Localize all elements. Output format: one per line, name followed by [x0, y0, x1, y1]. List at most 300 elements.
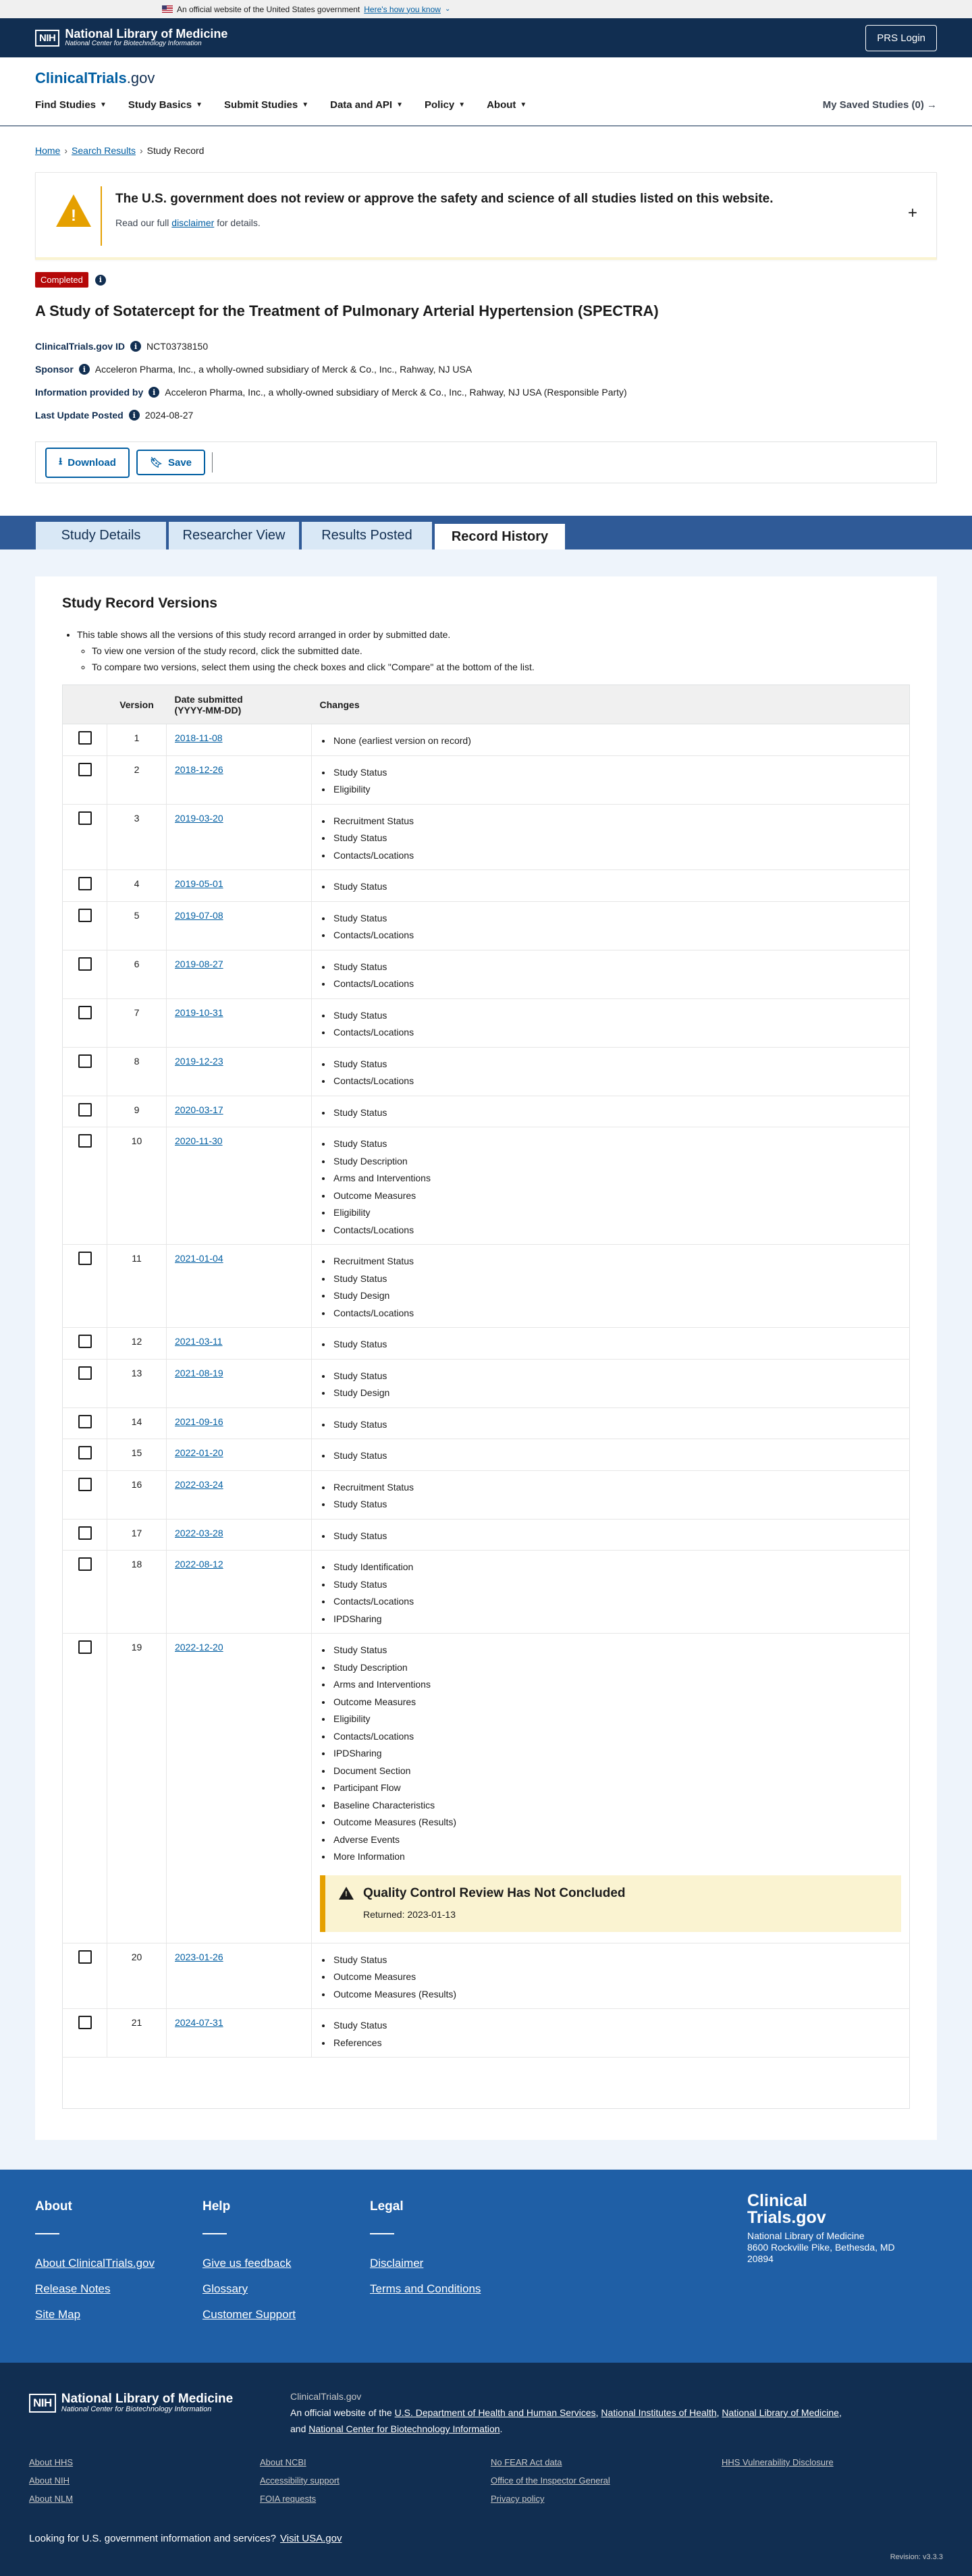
nlm-link[interactable]: National Library of Medicine: [722, 2407, 839, 2418]
date-cell: [167, 1047, 312, 1096]
table-row: [63, 1439, 910, 1471]
change-item: • Study Status: [332, 910, 901, 928]
changes-list: [320, 1559, 901, 1628]
breadcrumb-current: Study Record: [146, 145, 205, 156]
footer-about-heading: About: [35, 2199, 72, 2213]
footer-logo-line1: Clinical: [747, 2191, 807, 2210]
footer-link-release-notes[interactable]: Release Notes: [35, 2282, 111, 2295]
version-date-link[interactable]: 2019-03-20: [175, 812, 223, 824]
version-date-link[interactable]: 2024-07-31: [175, 2017, 223, 2028]
prs-login-button[interactable]: PRS Login: [865, 25, 937, 51]
address-line: 8600 Rockville Pike, Bethesda, MD: [747, 2242, 895, 2253]
download-label: Download: [68, 456, 116, 468]
version-date-link[interactable]: 2022-01-20: [175, 1447, 223, 1458]
footer-legal-heading: Legal: [370, 2199, 404, 2213]
version-checkbox[interactable]: [78, 909, 92, 922]
version-checkbox[interactable]: [78, 1335, 92, 1348]
usa-gov-link[interactable]: Visit USA.gov: [280, 2533, 342, 2544]
disclaimer-text-after: for details.: [217, 217, 261, 228]
table-header-row: [63, 685, 910, 724]
version-date-link[interactable]: 2020-11-30: [175, 1135, 223, 1146]
versions-instructions: [62, 626, 910, 675]
change-item: • Outcome Measures: [332, 1694, 901, 1711]
us-flag-icon: [162, 5, 173, 13]
nlm-subtitle: National Center for Biotechnology Information: [65, 40, 202, 47]
tab-results-posted[interactable]: Results Posted: [301, 521, 433, 549]
changes-cell: [312, 1551, 910, 1634]
date-cell: [167, 804, 312, 870]
changes-cell: [312, 950, 910, 998]
footer-nlm-subtitle: National Center for Biotechnology Information: [61, 2405, 212, 2413]
version-checkbox[interactable]: [78, 1950, 92, 1964]
change-item: • Arms and Interventions: [332, 1170, 901, 1187]
footer-link-customer-support[interactable]: Customer Support: [202, 2308, 296, 2321]
changes-list: [320, 910, 901, 944]
version-checkbox[interactable]: [78, 811, 92, 825]
change-item: • References: [332, 2035, 901, 2052]
empty-cell: [167, 2058, 312, 2109]
footer-divider: [202, 2233, 227, 2234]
table-row: [63, 870, 910, 902]
version-checkbox[interactable]: [78, 1006, 92, 1019]
table-row: [63, 1634, 910, 1943]
version-checkbox[interactable]: [78, 1134, 92, 1148]
chevron-right-icon: ›: [64, 145, 68, 156]
version-checkbox[interactable]: [78, 763, 92, 776]
tabs-band: [0, 516, 972, 549]
change-item: • Recruitment Status: [332, 1253, 901, 1270]
address-line: National Library of Medicine: [747, 2230, 865, 2241]
date-cell: [167, 1245, 312, 1328]
change-item: • Study Status: [332, 1576, 901, 1594]
version-checkbox[interactable]: [78, 1526, 92, 1540]
nav-find-studies[interactable]: [35, 99, 107, 111]
version-checkbox[interactable]: [78, 877, 92, 890]
version-number: 7: [107, 998, 167, 1047]
changes-column-header: Changes: [312, 685, 910, 724]
footer-legal-column: [370, 2199, 481, 2302]
nav-label: Data and API: [330, 99, 393, 111]
changes-list: [320, 1368, 901, 1402]
footer-official-line: An official website of the U.S. Department of Health and Human Services, National Institutes of Health, National Library of Medicine,: [290, 2407, 842, 2418]
version-checkbox[interactable]: [78, 731, 92, 745]
my-saved-studies-link[interactable]: [823, 99, 937, 111]
change-item: • Study Identification: [332, 1559, 901, 1576]
version-checkbox[interactable]: [78, 957, 92, 971]
change-item: • Study Status: [332, 1642, 901, 1659]
changes-list: [320, 1528, 901, 1545]
footer-link-about-nih[interactable]: About NIH: [29, 2475, 70, 2486]
tab-study-details[interactable]: Study Details: [35, 521, 167, 549]
qc-review-alert: [320, 1875, 901, 1932]
change-item: • Contacts/Locations: [332, 1305, 901, 1322]
breadcrumb: [0, 126, 972, 172]
date-cell: [167, 998, 312, 1047]
save-label: Save: [167, 456, 192, 468]
changes-list: [320, 2017, 901, 2051]
changes-cell: [312, 724, 910, 756]
tab-researcher-view[interactable]: Researcher View: [168, 521, 300, 549]
version-number: 19: [107, 1634, 167, 1943]
disclaimer-text-before: Read our full: [115, 217, 169, 228]
change-item: • Contacts/Locations: [332, 847, 901, 865]
select-cell: [63, 724, 107, 756]
version-date-link[interactable]: 2021-03-11: [175, 1336, 223, 1347]
version-checkbox[interactable]: [78, 1054, 92, 1068]
changes-cell: [312, 1245, 910, 1328]
clinicaltrials-logo[interactable]: [35, 70, 155, 87]
changes-list: [320, 1135, 901, 1239]
table-row: [63, 1245, 910, 1328]
table-row: [63, 755, 910, 804]
study-title: A Study of Sotatercept for the Treatment of Pulmonary Arterial Hypertension (SPECTRA): [35, 302, 659, 319]
footer-link-about-ncbi[interactable]: About NCBI: [260, 2457, 306, 2467]
table-row: [63, 1470, 910, 1519]
footer-nlm-logo[interactable]: [29, 2392, 233, 2413]
breadcrumb-search-results[interactable]: Search Results: [72, 145, 136, 156]
footer-link-accessibility[interactable]: Accessibility support: [260, 2475, 340, 2486]
version-checkbox[interactable]: [78, 1415, 92, 1428]
select-cell: [63, 1551, 107, 1634]
version-date-link[interactable]: 2019-08-27: [175, 958, 223, 969]
instruction-item: • This table shows all the versions of this study record arranged in order by submitted date.: [77, 626, 910, 643]
footer-link-disclaimer[interactable]: Disclaimer: [370, 2257, 424, 2270]
info-icon[interactable]: i: [129, 410, 140, 421]
changes-list: [320, 1447, 901, 1465]
changes-cell: [312, 1519, 910, 1551]
footer-ct-logo[interactable]: [747, 2193, 895, 2226]
table-row: [63, 1127, 910, 1245]
change-item: • Study Status: [332, 1528, 901, 1545]
footer-link-about-ct[interactable]: About ClinicalTrials.gov: [35, 2257, 155, 2270]
version-number: 14: [107, 1407, 167, 1439]
change-item: • Study Status: [332, 959, 901, 976]
download-button[interactable]: [45, 448, 130, 478]
saved-label: My Saved Studies (0): [822, 99, 924, 111]
version-date-link[interactable]: 2021-09-16: [175, 1416, 223, 1427]
select-cell: [63, 1519, 107, 1551]
version-checkbox[interactable]: [78, 1478, 92, 1491]
table-row: [63, 1551, 910, 1634]
version-date-link[interactable]: 2018-12-26: [175, 763, 223, 775]
footer-nlm-title: National Library of Medicine: [61, 2392, 234, 2406]
footer-official-text: [290, 2388, 938, 2437]
select-cell: [63, 1127, 107, 1245]
footer-link-terms[interactable]: Terms and Conditions: [370, 2282, 481, 2295]
breadcrumb-home[interactable]: Home: [35, 145, 61, 156]
version-number: 17: [107, 1519, 167, 1551]
table-row: [63, 804, 910, 870]
version-checkbox[interactable]: [78, 1366, 92, 1380]
gov-banner: [0, 0, 972, 18]
changes-cell: [312, 1470, 910, 1519]
nav-label: Find Studies: [35, 99, 96, 111]
date-cell: [167, 2009, 312, 2058]
version-number: 6: [107, 950, 167, 998]
disclaimer-text: [115, 217, 261, 228]
chevron-down-icon: ▼: [396, 101, 403, 109]
changes-list: [320, 1479, 901, 1513]
table-row: [63, 724, 910, 756]
nav-policy[interactable]: [425, 99, 465, 111]
footer-link-glossary[interactable]: Glossary: [202, 2282, 248, 2295]
qc-title: Quality Control Review Has Not Concluded: [363, 1885, 626, 1900]
select-cell: [63, 804, 107, 870]
main-nav: [35, 99, 526, 111]
change-item: • Study Status: [332, 1416, 901, 1434]
sponsor-label: Sponsor: [35, 364, 74, 375]
warning-exclamation: !: [71, 207, 76, 225]
select-cell: [63, 1245, 107, 1328]
changes-cell: [312, 1127, 910, 1245]
select-cell: [63, 1359, 107, 1407]
sponsor-value: Acceleron Pharma, Inc., a wholly-owned subsidiary of Merck & Co., Inc., Rahway, NJ USA: [94, 364, 473, 375]
version-date-link[interactable]: 2022-03-24: [175, 1478, 223, 1490]
version-checkbox[interactable]: [78, 1446, 92, 1459]
nav-data-and-api[interactable]: [330, 99, 403, 111]
footer-link-about-nlm[interactable]: About NLM: [29, 2494, 74, 2504]
version-date-link[interactable]: 2019-12-23: [175, 1055, 223, 1067]
info-icon[interactable]: i: [79, 364, 90, 375]
footer-about-column: [35, 2199, 155, 2328]
action-bar: [35, 441, 937, 483]
date-cell: [167, 724, 312, 756]
footer-link-foia[interactable]: FOIA requests: [260, 2494, 317, 2504]
table-row: [63, 1047, 910, 1096]
change-item: • IPDSharing: [332, 1611, 901, 1628]
version-date-link[interactable]: 2019-07-08: [175, 909, 223, 921]
version-checkbox[interactable]: [78, 1252, 92, 1265]
looking-for-info: [29, 2533, 342, 2544]
revision-label: Revision: v3.3.3: [890, 2553, 943, 2561]
footer-link-site-map[interactable]: Site Map: [35, 2308, 81, 2321]
changes-cell: [312, 901, 910, 950]
version-number: 8: [107, 1047, 167, 1096]
version-date-link[interactable]: 2019-05-01: [175, 878, 223, 889]
alert-divider: [101, 186, 102, 246]
change-item: • Eligibility: [332, 1204, 901, 1222]
version-number: 21: [107, 2009, 167, 2058]
info-icon[interactable]: i: [148, 387, 159, 398]
footer-link-privacy[interactable]: Privacy policy: [491, 2494, 545, 2504]
versions-table: [62, 685, 910, 2109]
nlm-logo[interactable]: [35, 28, 227, 48]
date-cell: [167, 1359, 312, 1407]
nav-submit-studies[interactable]: [224, 99, 308, 111]
change-item: • Study Description: [332, 1659, 901, 1677]
footer-help-column: [202, 2199, 296, 2328]
disclaimer-link[interactable]: disclaimer: [171, 217, 215, 228]
version-date-link[interactable]: 2021-08-19: [175, 1367, 223, 1378]
select-cell: [63, 1634, 107, 1943]
table-row: [63, 998, 910, 1047]
study-id-label: ClinicalTrials.gov ID: [35, 341, 126, 352]
footer-link-feedback[interactable]: Give us feedback: [202, 2257, 292, 2270]
version-number: 2: [107, 755, 167, 804]
change-item: • Study Design: [332, 1385, 901, 1402]
chevron-down-icon: ▼: [520, 101, 527, 109]
change-item: • Study Status: [332, 878, 901, 896]
last-update-value: 2024-08-27: [144, 410, 194, 421]
instruction-item: ◦ To view one version of the study record, click the submitted date.: [92, 643, 910, 659]
logo-suffix: .gov: [126, 70, 155, 86]
arrow-right-icon: →: [927, 99, 937, 111]
changes-list: [320, 1056, 901, 1090]
version-date-link[interactable]: 2022-08-12: [175, 1559, 223, 1569]
changes-list: [320, 878, 901, 896]
version-date-link[interactable]: 2022-12-20: [175, 1642, 223, 1653]
changes-list: [320, 1007, 901, 1042]
study-tabs: [35, 521, 566, 549]
footer-brand: [747, 2193, 895, 2265]
version-number: 16: [107, 1470, 167, 1519]
changes-list: [320, 764, 901, 799]
footer-link-no-fear[interactable]: No FEAR Act data: [491, 2457, 562, 2467]
footer-bottom: [0, 2363, 972, 2576]
version-date-link[interactable]: 2018-11-08: [175, 732, 223, 743]
change-item: • Study Status: [332, 830, 901, 847]
changes-cell: [312, 998, 910, 1047]
select-cell: [63, 1470, 107, 1519]
version-checkbox[interactable]: [78, 2016, 92, 2029]
disclaimer-alert: [35, 172, 937, 260]
select-cell: [63, 901, 107, 950]
footer-link-vulnerability[interactable]: HHS Vulnerability Disclosure: [722, 2457, 834, 2467]
nih-link[interactable]: National Institutes of Health: [601, 2407, 717, 2418]
change-item: • Baseline Characteristics: [332, 1797, 901, 1815]
changes-cell: [312, 1096, 910, 1127]
changes-list: [320, 959, 901, 993]
footer-divider: [35, 2233, 59, 2234]
version-number: 1: [107, 724, 167, 756]
changes-list: [320, 1104, 901, 1122]
footer-link-about-hhs[interactable]: About HHS: [29, 2457, 74, 2467]
info-provided-label: Information provided by: [35, 387, 144, 398]
footer-official-line-2: and National Center for Biotechnology Information.: [290, 2423, 503, 2434]
date-cell: [167, 1551, 312, 1634]
nih-logo-icon: NIH: [35, 30, 59, 47]
table-row: [63, 1407, 910, 1439]
version-date-link[interactable]: 2023-01-26: [175, 1951, 223, 1962]
changes-cell: [312, 755, 910, 804]
chevron-right-icon: ›: [139, 145, 143, 156]
date-cell: [167, 755, 312, 804]
select-cell: [63, 998, 107, 1047]
changes-cell: [312, 2009, 910, 2058]
changes-cell: [312, 1634, 910, 1943]
changes-list: [320, 813, 901, 865]
nlm-title: National Library of Medicine: [65, 27, 228, 41]
changes-list: [320, 1416, 901, 1434]
change-item: • Contacts/Locations: [332, 975, 901, 993]
change-item: • Study Status: [332, 1952, 901, 1969]
ncbi-link[interactable]: National Center for Biotechnology Information: [308, 2423, 500, 2434]
study-id-row: [35, 335, 937, 358]
date-cell: [167, 1127, 312, 1245]
change-item: • Study Design: [332, 1287, 901, 1305]
empty-cell: [63, 2058, 107, 2109]
tab-record-history[interactable]: Record History: [434, 521, 566, 549]
expand-plus-icon[interactable]: +: [907, 204, 917, 222]
version-checkbox[interactable]: [78, 1557, 92, 1571]
select-cell: [63, 950, 107, 998]
change-item: • Study Status: [332, 764, 901, 782]
change-item: • Study Status: [332, 1270, 901, 1288]
date-cell: [167, 950, 312, 998]
version-date-link[interactable]: 2019-10-31: [175, 1007, 223, 1018]
nav-about[interactable]: [487, 99, 526, 111]
version-date-link[interactable]: 2022-03-28: [175, 1527, 223, 1538]
chevron-down-icon: ▼: [302, 101, 309, 109]
qc-title-row: [339, 1886, 888, 1901]
chevron-down-icon: ▼: [100, 101, 107, 109]
chevron-down-icon: ⌄: [444, 5, 451, 13]
warning-icon: [339, 1887, 354, 1900]
footer-top: [0, 2170, 972, 2363]
change-item: • Eligibility: [332, 781, 901, 799]
select-cell: [63, 755, 107, 804]
empty-cell: [312, 2058, 910, 2109]
date-cell: [167, 1439, 312, 1471]
version-checkbox[interactable]: [78, 1640, 92, 1654]
and-text: and: [290, 2423, 306, 2434]
last-update-row: [35, 404, 937, 427]
heres-how-you-know-link[interactable]: Here's how you know: [364, 4, 441, 14]
changes-cell: [312, 1439, 910, 1471]
date-cell: [167, 1470, 312, 1519]
changes-list: [320, 1952, 901, 2004]
address-line: 20894: [747, 2253, 774, 2264]
nav-label: Policy: [425, 99, 455, 111]
version-number: 20: [107, 1943, 167, 2009]
table-empty-row: [63, 2058, 910, 2109]
date-cell: [167, 1519, 312, 1551]
logo-main: ClinicalTrials: [35, 70, 127, 86]
chevron-down-icon: ▼: [458, 101, 466, 109]
version-date-link[interactable]: 2020-03-17: [175, 1104, 223, 1115]
version-number: 4: [107, 870, 167, 902]
change-item: • Outcome Measures (Results): [332, 1814, 901, 1831]
info-icon[interactable]: i: [95, 275, 106, 286]
change-item: • Study Status: [332, 1007, 901, 1025]
date-cell: [167, 1407, 312, 1439]
nav-label: Study Basics: [128, 99, 192, 111]
version-date-link[interactable]: 2021-01-04: [175, 1253, 223, 1264]
change-item: • Recruitment Status: [332, 1479, 901, 1497]
save-button[interactable]: [136, 450, 205, 475]
footer-link-spacer: [722, 2475, 952, 2486]
version-column-header: Version: [107, 685, 167, 724]
footer-bottom-links: [29, 2457, 952, 2504]
info-icon[interactable]: i: [130, 341, 141, 352]
sponsor-row: [35, 358, 937, 381]
instruction-item: ◦ To compare two versions, select them using the check boxes and click "Compare" at the bottom of the list.: [92, 659, 910, 675]
date-cell: [167, 1096, 312, 1127]
nav-study-basics[interactable]: [128, 99, 202, 111]
date-column-header: [167, 685, 312, 724]
version-checkbox[interactable]: [78, 1103, 92, 1117]
nlm-header: [0, 18, 972, 57]
date-cell: [167, 1943, 312, 2009]
version-number: 10: [107, 1127, 167, 1245]
footer-help-heading: Help: [202, 2199, 231, 2213]
table-row: [63, 1328, 910, 1360]
change-item: • Eligibility: [332, 1711, 901, 1728]
hhs-link[interactable]: U.S. Department of Health and Human Services: [394, 2407, 596, 2418]
change-item: • Arms and Interventions: [332, 1676, 901, 1694]
footer-link-inspector-general[interactable]: Office of the Inspector General: [491, 2475, 610, 2486]
change-item: • Study Status: [332, 1135, 901, 1153]
